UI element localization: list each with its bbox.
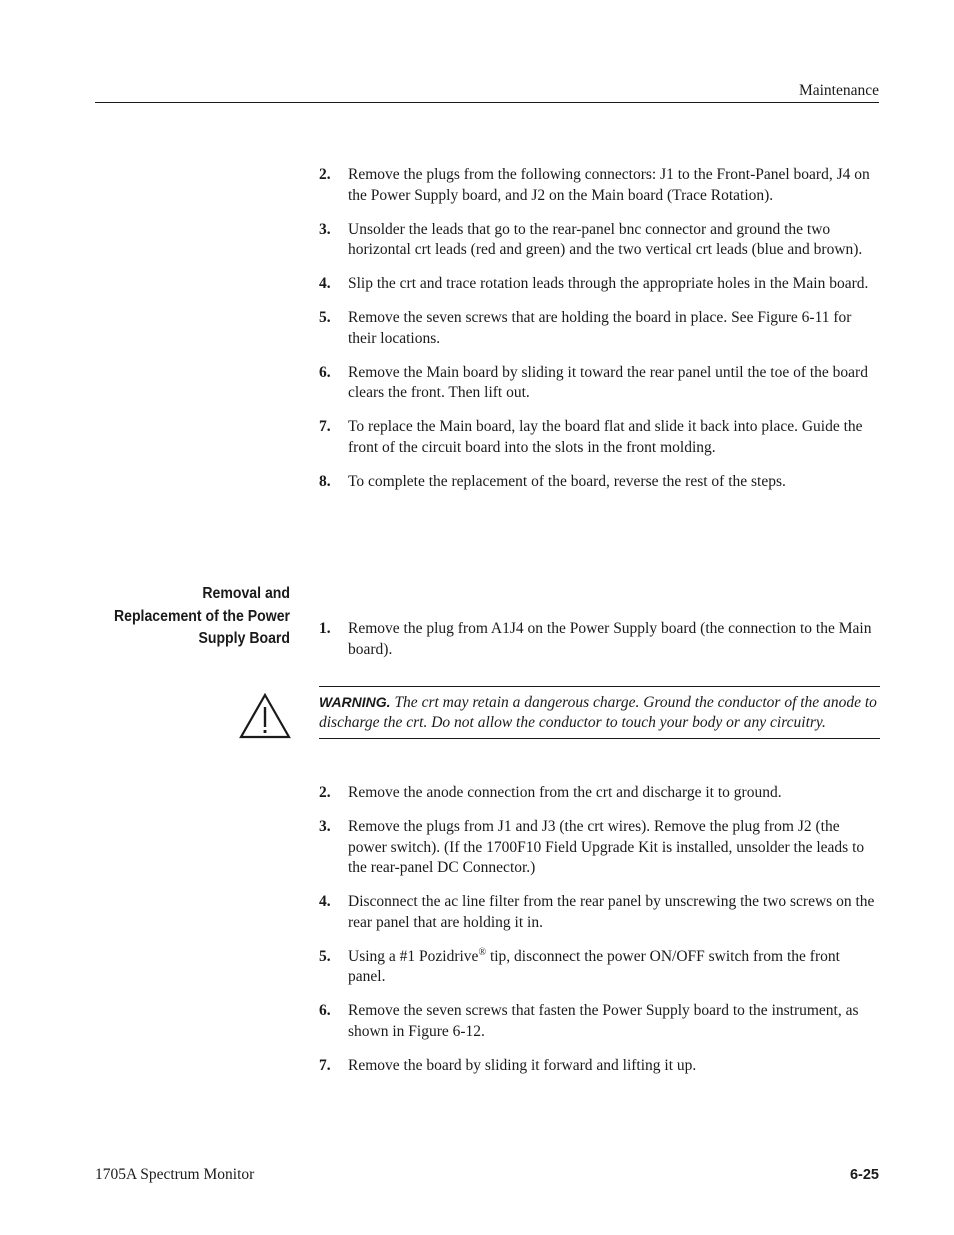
warning-triangle-icon — [239, 693, 291, 739]
steps-list-power-supply-start — [319, 619, 881, 674]
footer-title: 1705A Spectrum Monitor — [95, 1166, 255, 1183]
section-heading-line: Removal and — [202, 585, 290, 602]
list-item — [319, 817, 881, 879]
section-heading — [96, 583, 290, 651]
step-text: Remove the anode connection from the crt and discharge it to ground. — [348, 784, 782, 801]
steps-list-main-board — [319, 165, 881, 506]
step-number: 6. — [319, 1002, 331, 1019]
step-text: Remove the seven screws that are holding the board in place. See Figure 6-11 for their locations. — [348, 309, 852, 347]
step-text: To complete the replacement of the board, reverse the rest of the steps. — [348, 472, 786, 490]
warning-box — [319, 686, 880, 739]
registered-mark: ® — [478, 946, 487, 958]
list-item — [319, 220, 881, 261]
list-item — [319, 1001, 881, 1042]
step-number: 5. — [319, 309, 331, 326]
section-heading-line: Replacement of the Power — [113, 607, 290, 625]
step-text: Remove the plug from A1J4 on the Power Supply board (the connection to the Main board). — [348, 620, 872, 658]
header-rule — [95, 102, 879, 103]
step-number: 2. — [319, 784, 331, 801]
step-text: Remove the Main board by sliding it toward the rear panel until the toe of the board clears the front. Then lift out. — [348, 363, 868, 401]
list-item — [319, 363, 881, 404]
page-number: 6-25 — [849, 1167, 879, 1183]
warning-text: The crt may retain a dangerous charge. Ground the conductor of the anode to discharge the crt. Do not allow the conductor to touch your body or any circuitry. — [319, 694, 877, 731]
step-number: 4. — [319, 275, 331, 292]
list-item — [319, 947, 881, 988]
header-section-label: Maintenance — [798, 82, 879, 99]
step-number: 7. — [319, 1056, 331, 1074]
step-text: To replace the Main board, lay the board flat and slide it back into place. Guide the front of the circuit board into the slots in the front molding. — [348, 418, 863, 456]
step-text: Slip the crt and trace rotation leads through the appropriate holes in the Main board. — [348, 275, 869, 292]
step-text: Remove the seven screws that fasten the Power Supply board to the instrument, as shown in Figure 6-12. — [348, 1002, 859, 1040]
step-number: 8. — [319, 472, 331, 490]
step-number: 6. — [319, 363, 331, 381]
step-text: Remove the plugs from J1 and J3 (the crt wires). Remove the plug from J2 (the power switch). (If the 1700F10 Field Upgrade Kit is installed, unsolder the leads to the rear-panel DC Connector.) — [348, 818, 865, 876]
step-number: 1. — [319, 620, 331, 637]
list-item — [319, 472, 881, 493]
step-number: 4. — [319, 893, 331, 910]
step-text: Disconnect the ac line filter from the rear panel by unscrewing the two screws on the rear panel that are holding it in. — [348, 893, 875, 931]
step-number: 2. — [319, 166, 331, 183]
section-heading-line: Supply Board — [198, 630, 290, 647]
step-number: 7. — [319, 418, 331, 435]
step-number: 3. — [319, 818, 331, 835]
warning-label: WARNING. — [319, 694, 391, 710]
list-item — [319, 619, 881, 660]
step-text: tip, disconnect the power ON/OFF switch from the front panel. — [348, 947, 840, 985]
step-text: Remove the board by sliding it forward and lifting it up. — [348, 1056, 697, 1074]
step-number: 3. — [319, 220, 331, 238]
step-text: Remove the plugs from the following connectors: J1 to the Front-Panel board, J4 on the Power Supply board, and J2 on the Main board (Trace Rotation). — [348, 166, 870, 204]
list-item — [319, 1056, 881, 1077]
step-text: Using a #1 Pozidrive — [348, 947, 479, 965]
list-item — [319, 274, 881, 295]
step-number: 5. — [319, 947, 331, 965]
list-item — [319, 783, 881, 804]
steps-list-power-supply — [319, 783, 881, 1090]
list-item — [319, 308, 881, 349]
list-item — [319, 165, 881, 206]
list-item — [319, 892, 881, 933]
list-item — [319, 417, 881, 458]
step-text: Unsolder the leads that go to the rear-panel bnc connector and ground the two horizontal crt leads (red and green) and the two vertical crt leads (blue and brown). — [348, 220, 863, 258]
